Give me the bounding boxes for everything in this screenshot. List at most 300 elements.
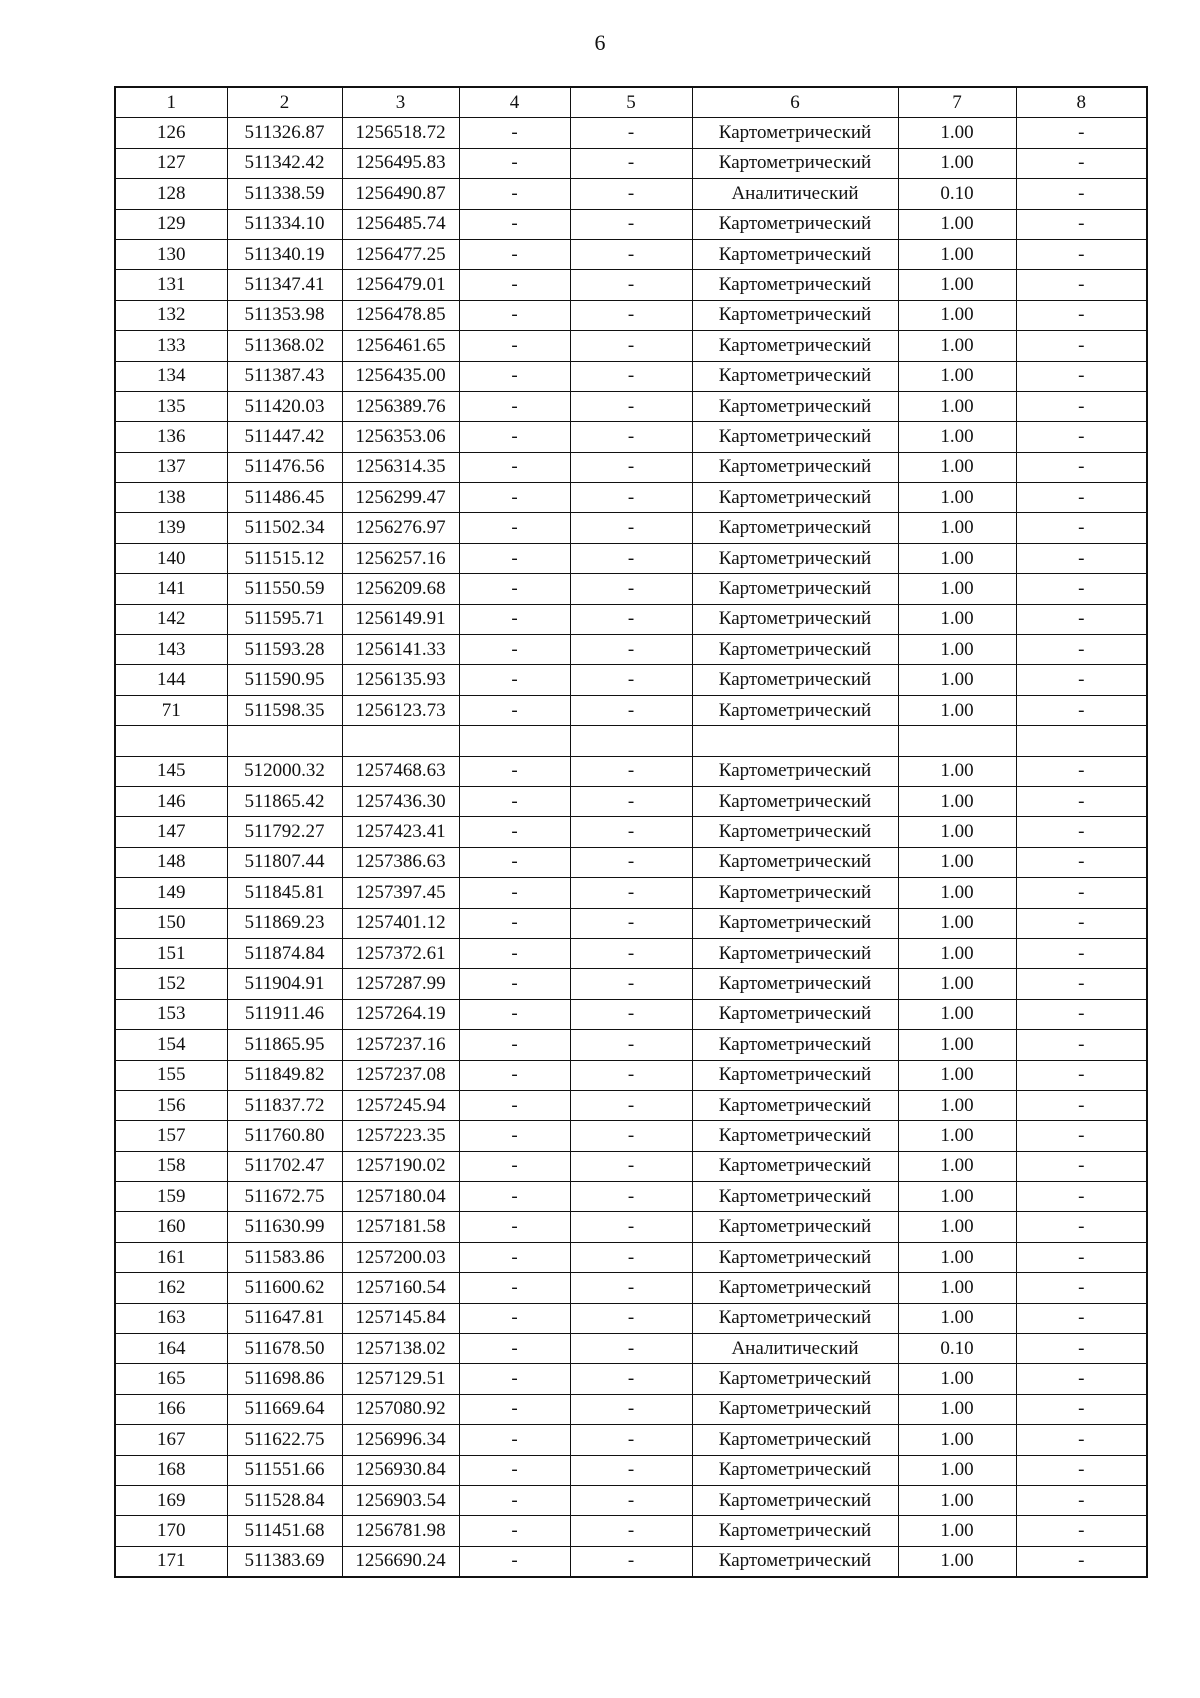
table-row bbox=[115, 1212, 1147, 1242]
table-cell: 1.00 bbox=[898, 847, 1016, 877]
table-cell: 1256209.68 bbox=[342, 574, 459, 604]
table-cell: 144 bbox=[115, 665, 227, 695]
column-header: 4 bbox=[459, 87, 570, 118]
table-cell: - bbox=[1016, 1273, 1147, 1303]
table-cell: - bbox=[1016, 1151, 1147, 1181]
table-cell: 1256930.84 bbox=[342, 1455, 459, 1485]
table-cell: - bbox=[570, 209, 692, 239]
table-cell: 161 bbox=[115, 1242, 227, 1272]
table-cell: - bbox=[459, 1242, 570, 1272]
table-cell: - bbox=[570, 331, 692, 361]
table-cell: - bbox=[1016, 209, 1147, 239]
table-header-row bbox=[115, 87, 1147, 118]
table-cell: - bbox=[1016, 361, 1147, 391]
table-cell: Картометрический bbox=[692, 938, 898, 968]
table-cell: 147 bbox=[115, 817, 227, 847]
table-cell: Картометрический bbox=[692, 1273, 898, 1303]
table-cell: 141 bbox=[115, 574, 227, 604]
table-cell: - bbox=[570, 604, 692, 634]
table-cell: 138 bbox=[115, 483, 227, 513]
table-cell: - bbox=[570, 938, 692, 968]
table-cell: - bbox=[1016, 1242, 1147, 1272]
table-cell: 150 bbox=[115, 908, 227, 938]
table-cell: 143 bbox=[115, 635, 227, 665]
table-cell: 1256996.34 bbox=[342, 1425, 459, 1455]
table-cell: - bbox=[570, 1182, 692, 1212]
table-cell: 511595.71 bbox=[227, 604, 342, 634]
page-number: 6 bbox=[594, 30, 606, 55]
table-cell: - bbox=[1016, 1425, 1147, 1455]
table-cell: 157 bbox=[115, 1121, 227, 1151]
table-cell: 1.00 bbox=[898, 118, 1016, 148]
table-cell: 511368.02 bbox=[227, 331, 342, 361]
table-cell bbox=[342, 726, 459, 756]
table-cell: - bbox=[1016, 1121, 1147, 1151]
table-cell: - bbox=[570, 695, 692, 725]
column-header: 3 bbox=[342, 87, 459, 118]
table-cell: 1256314.35 bbox=[342, 452, 459, 482]
table-row bbox=[115, 391, 1147, 421]
table-cell: 1.00 bbox=[898, 1060, 1016, 1090]
table-cell: 1257200.03 bbox=[342, 1242, 459, 1272]
table-row bbox=[115, 969, 1147, 999]
table-cell: 1.00 bbox=[898, 361, 1016, 391]
table-cell: 1256299.47 bbox=[342, 483, 459, 513]
table-cell: 140 bbox=[115, 543, 227, 573]
table-cell: 1.00 bbox=[898, 1151, 1016, 1181]
table-cell: - bbox=[570, 908, 692, 938]
table-cell: - bbox=[570, 361, 692, 391]
table-cell: 1257223.35 bbox=[342, 1121, 459, 1151]
table-cell: - bbox=[1016, 179, 1147, 209]
table-cell: 139 bbox=[115, 513, 227, 543]
table-cell: - bbox=[570, 756, 692, 786]
table-cell: 511334.10 bbox=[227, 209, 342, 239]
table-cell: - bbox=[459, 1546, 570, 1577]
table-cell: 152 bbox=[115, 969, 227, 999]
table-cell: 1257386.63 bbox=[342, 847, 459, 877]
table-cell: 511451.68 bbox=[227, 1516, 342, 1546]
table-cell: - bbox=[1016, 300, 1147, 330]
table-cell: 511837.72 bbox=[227, 1090, 342, 1120]
table-cell: 126 bbox=[115, 118, 227, 148]
table-cell: 511387.43 bbox=[227, 361, 342, 391]
table-row bbox=[115, 422, 1147, 452]
table-cell: - bbox=[1016, 604, 1147, 634]
table-body bbox=[115, 118, 1147, 1577]
table-cell: 1.00 bbox=[898, 331, 1016, 361]
table-row bbox=[115, 695, 1147, 725]
table-cell: - bbox=[570, 1212, 692, 1242]
table-row bbox=[115, 1030, 1147, 1060]
table-cell: - bbox=[570, 391, 692, 421]
table-cell: 1.00 bbox=[898, 483, 1016, 513]
table-row bbox=[115, 148, 1147, 178]
table-cell: 1.00 bbox=[898, 695, 1016, 725]
table-cell: - bbox=[570, 270, 692, 300]
table-cell: - bbox=[570, 300, 692, 330]
table-row bbox=[115, 543, 1147, 573]
table-cell: - bbox=[459, 331, 570, 361]
table-cell: 511420.03 bbox=[227, 391, 342, 421]
table-cell: - bbox=[459, 270, 570, 300]
table-cell: - bbox=[570, 1090, 692, 1120]
table-cell: - bbox=[459, 1334, 570, 1364]
table-cell: 145 bbox=[115, 756, 227, 786]
table-row bbox=[115, 452, 1147, 482]
table-cell: 142 bbox=[115, 604, 227, 634]
table-cell: - bbox=[1016, 270, 1147, 300]
table-row bbox=[115, 1151, 1147, 1181]
table-cell: 511550.59 bbox=[227, 574, 342, 604]
table-cell: Картометрический bbox=[692, 695, 898, 725]
table-cell: 1.00 bbox=[898, 604, 1016, 634]
table-cell: - bbox=[570, 1273, 692, 1303]
table-cell: - bbox=[459, 422, 570, 452]
table-cell: 0.10 bbox=[898, 179, 1016, 209]
table-cell: 511911.46 bbox=[227, 999, 342, 1029]
table-cell: 1257160.54 bbox=[342, 1273, 459, 1303]
table-cell: Картометрический bbox=[692, 665, 898, 695]
table-cell: Картометрический bbox=[692, 1516, 898, 1546]
table-cell: - bbox=[1016, 1334, 1147, 1364]
column-header: 2 bbox=[227, 87, 342, 118]
table-cell: 1257245.94 bbox=[342, 1090, 459, 1120]
table-cell: 1.00 bbox=[898, 270, 1016, 300]
table-cell: - bbox=[459, 1121, 570, 1151]
table-cell: 1257237.08 bbox=[342, 1060, 459, 1090]
table-row bbox=[115, 604, 1147, 634]
table-cell: 511698.86 bbox=[227, 1364, 342, 1394]
table-row bbox=[115, 1455, 1147, 1485]
table-cell: 160 bbox=[115, 1212, 227, 1242]
table-row bbox=[115, 999, 1147, 1029]
table-cell: Картометрический bbox=[692, 148, 898, 178]
table-cell: - bbox=[1016, 239, 1147, 269]
table-cell: - bbox=[459, 1516, 570, 1546]
table-cell: 1.00 bbox=[898, 756, 1016, 786]
table-cell: - bbox=[1016, 483, 1147, 513]
table-cell: 511702.47 bbox=[227, 1151, 342, 1181]
table-cell: 1.00 bbox=[898, 1121, 1016, 1151]
table-cell: 511528.84 bbox=[227, 1485, 342, 1515]
table-cell: - bbox=[570, 543, 692, 573]
table-cell bbox=[459, 726, 570, 756]
table-cell: 511353.98 bbox=[227, 300, 342, 330]
table-cell: Картометрический bbox=[692, 513, 898, 543]
table-cell: 1257436.30 bbox=[342, 786, 459, 816]
table-cell: 1256477.25 bbox=[342, 239, 459, 269]
table-cell: - bbox=[1016, 1364, 1147, 1394]
table-cell: 511515.12 bbox=[227, 543, 342, 573]
table-cell: 1256781.98 bbox=[342, 1516, 459, 1546]
table-cell: - bbox=[570, 786, 692, 816]
table-cell: Картометрический bbox=[692, 1060, 898, 1090]
table-cell: 1256490.87 bbox=[342, 179, 459, 209]
table-cell: - bbox=[459, 1364, 570, 1394]
table-cell: 511672.75 bbox=[227, 1182, 342, 1212]
table-row bbox=[115, 300, 1147, 330]
table-cell: - bbox=[570, 574, 692, 604]
table-cell: 511849.82 bbox=[227, 1060, 342, 1090]
table-cell: - bbox=[1016, 1060, 1147, 1090]
table-cell: - bbox=[459, 179, 570, 209]
table-cell: 171 bbox=[115, 1546, 227, 1577]
table-row bbox=[115, 209, 1147, 239]
table-cell: - bbox=[570, 1455, 692, 1485]
table-cell: 1257401.12 bbox=[342, 908, 459, 938]
table-cell: - bbox=[570, 1242, 692, 1272]
table-cell: - bbox=[1016, 1455, 1147, 1485]
table-cell: - bbox=[1016, 1516, 1147, 1546]
table-cell: 1.00 bbox=[898, 1394, 1016, 1424]
table-cell: 1257237.16 bbox=[342, 1030, 459, 1060]
table-cell: 137 bbox=[115, 452, 227, 482]
table-cell: - bbox=[1016, 999, 1147, 1029]
table-cell: 1.00 bbox=[898, 391, 1016, 421]
table-cell: 1256690.24 bbox=[342, 1546, 459, 1577]
table-cell: - bbox=[459, 938, 570, 968]
table-cell: 1.00 bbox=[898, 1182, 1016, 1212]
table-row bbox=[115, 483, 1147, 513]
table-cell: 1.00 bbox=[898, 239, 1016, 269]
table-cell: - bbox=[459, 1030, 570, 1060]
table-cell: - bbox=[1016, 1546, 1147, 1577]
table-cell: 511904.91 bbox=[227, 969, 342, 999]
table-cell: 1.00 bbox=[898, 1364, 1016, 1394]
table-cell: - bbox=[459, 1394, 570, 1424]
table-row bbox=[115, 1242, 1147, 1272]
table-cell: 511383.69 bbox=[227, 1546, 342, 1577]
table-cell: 511874.84 bbox=[227, 938, 342, 968]
table-cell: 1.00 bbox=[898, 1303, 1016, 1333]
table-cell: - bbox=[459, 695, 570, 725]
table-cell: - bbox=[459, 361, 570, 391]
table-cell: 1.00 bbox=[898, 1516, 1016, 1546]
table-cell: 511486.45 bbox=[227, 483, 342, 513]
table-cell: Картометрический bbox=[692, 786, 898, 816]
table-cell: 511326.87 bbox=[227, 118, 342, 148]
table-cell: - bbox=[459, 1182, 570, 1212]
table-cell: 511347.41 bbox=[227, 270, 342, 300]
table-cell: 158 bbox=[115, 1151, 227, 1181]
table-cell: 1257181.58 bbox=[342, 1212, 459, 1242]
table-cell: 1.00 bbox=[898, 1242, 1016, 1272]
table-cell: - bbox=[1016, 908, 1147, 938]
table-cell: - bbox=[459, 1151, 570, 1181]
table-cell: Картометрический bbox=[692, 999, 898, 1029]
table-cell: 1256479.01 bbox=[342, 270, 459, 300]
table-cell: - bbox=[570, 1485, 692, 1515]
table-row bbox=[115, 1394, 1147, 1424]
table-row bbox=[115, 726, 1147, 756]
table-cell: 511630.99 bbox=[227, 1212, 342, 1242]
table-cell: 1.00 bbox=[898, 1273, 1016, 1303]
table-row bbox=[115, 1182, 1147, 1212]
table-cell: Картометрический bbox=[692, 1303, 898, 1333]
table-cell: 1256478.85 bbox=[342, 300, 459, 330]
table-cell: Картометрический bbox=[692, 391, 898, 421]
table-cell: 1.00 bbox=[898, 543, 1016, 573]
table-cell: 1256135.93 bbox=[342, 665, 459, 695]
table-cell: 1.00 bbox=[898, 452, 1016, 482]
table-cell: Аналитический bbox=[692, 1334, 898, 1364]
table-cell: 1257180.04 bbox=[342, 1182, 459, 1212]
table-cell: 132 bbox=[115, 300, 227, 330]
table-cell: - bbox=[459, 118, 570, 148]
table-cell: 1.00 bbox=[898, 300, 1016, 330]
table-row bbox=[115, 817, 1147, 847]
table-cell: 511647.81 bbox=[227, 1303, 342, 1333]
table-cell: - bbox=[1016, 422, 1147, 452]
table-cell: 1.00 bbox=[898, 969, 1016, 999]
table-cell: - bbox=[1016, 1394, 1147, 1424]
table-cell: 159 bbox=[115, 1182, 227, 1212]
table-cell: - bbox=[459, 1455, 570, 1485]
table-cell: - bbox=[1016, 118, 1147, 148]
table-cell: - bbox=[459, 817, 570, 847]
coordinates-table bbox=[114, 86, 1148, 1578]
table-cell: - bbox=[1016, 1303, 1147, 1333]
table-row bbox=[115, 331, 1147, 361]
table-cell: 169 bbox=[115, 1485, 227, 1515]
table-cell: 511760.80 bbox=[227, 1121, 342, 1151]
table-cell: 156 bbox=[115, 1090, 227, 1120]
table-row bbox=[115, 574, 1147, 604]
table-row bbox=[115, 1060, 1147, 1090]
table-cell: 1256461.65 bbox=[342, 331, 459, 361]
table-cell: 71 bbox=[115, 695, 227, 725]
table-cell: 511598.35 bbox=[227, 695, 342, 725]
table-cell: - bbox=[459, 391, 570, 421]
table-cell: 511502.34 bbox=[227, 513, 342, 543]
table-cell: Картометрический bbox=[692, 209, 898, 239]
table-cell: - bbox=[459, 513, 570, 543]
table-cell: Картометрический bbox=[692, 847, 898, 877]
table-cell: 162 bbox=[115, 1273, 227, 1303]
table-cell: - bbox=[570, 239, 692, 269]
table-cell: - bbox=[459, 665, 570, 695]
table-cell: - bbox=[459, 1425, 570, 1455]
table-cell: - bbox=[570, 1425, 692, 1455]
table-row bbox=[115, 1334, 1147, 1364]
table-cell: 1.00 bbox=[898, 908, 1016, 938]
table-cell: 1.00 bbox=[898, 817, 1016, 847]
table-cell: - bbox=[570, 665, 692, 695]
table-cell: - bbox=[459, 878, 570, 908]
table-row bbox=[115, 513, 1147, 543]
table-cell: - bbox=[1016, 847, 1147, 877]
table-cell: Картометрический bbox=[692, 270, 898, 300]
table-cell: Картометрический bbox=[692, 574, 898, 604]
table-cell: 512000.32 bbox=[227, 756, 342, 786]
table-cell: 134 bbox=[115, 361, 227, 391]
table-cell: 1257372.61 bbox=[342, 938, 459, 968]
table-row bbox=[115, 786, 1147, 816]
table-cell: 1257145.84 bbox=[342, 1303, 459, 1333]
table-cell: Картометрический bbox=[692, 756, 898, 786]
table-cell: 1256495.83 bbox=[342, 148, 459, 178]
table-cell: Картометрический bbox=[692, 635, 898, 665]
table-cell: - bbox=[570, 1364, 692, 1394]
table-cell: - bbox=[1016, 756, 1147, 786]
table-cell: 1.00 bbox=[898, 422, 1016, 452]
table-cell: 155 bbox=[115, 1060, 227, 1090]
table-cell: Картометрический bbox=[692, 331, 898, 361]
table-row bbox=[115, 665, 1147, 695]
table-cell: 1256141.33 bbox=[342, 635, 459, 665]
table-cell: 1.00 bbox=[898, 513, 1016, 543]
table-cell: 1.00 bbox=[898, 1485, 1016, 1515]
table-cell: - bbox=[1016, 1212, 1147, 1242]
table-cell: 130 bbox=[115, 239, 227, 269]
table-cell: 1.00 bbox=[898, 878, 1016, 908]
column-header: 7 bbox=[898, 87, 1016, 118]
table-cell: Картометрический bbox=[692, 1364, 898, 1394]
table-cell: 511807.44 bbox=[227, 847, 342, 877]
table-cell: 136 bbox=[115, 422, 227, 452]
table-cell: 1.00 bbox=[898, 1425, 1016, 1455]
table-cell: 163 bbox=[115, 1303, 227, 1333]
table-cell: - bbox=[570, 1060, 692, 1090]
table-row bbox=[115, 938, 1147, 968]
table-cell: Аналитический bbox=[692, 179, 898, 209]
table-cell: - bbox=[570, 452, 692, 482]
table-cell: 1256903.54 bbox=[342, 1485, 459, 1515]
table-cell: - bbox=[570, 969, 692, 999]
table-cell: - bbox=[1016, 1030, 1147, 1060]
table-row bbox=[115, 1516, 1147, 1546]
table-cell: 168 bbox=[115, 1455, 227, 1485]
table-cell: - bbox=[570, 635, 692, 665]
table-cell: 1.00 bbox=[898, 1030, 1016, 1060]
table-cell: Картометрический bbox=[692, 361, 898, 391]
table-cell: Картометрический bbox=[692, 1394, 898, 1424]
table-cell: 511593.28 bbox=[227, 635, 342, 665]
table-row bbox=[115, 847, 1147, 877]
table-cell: Картометрический bbox=[692, 1151, 898, 1181]
table-cell: 511792.27 bbox=[227, 817, 342, 847]
table-cell: - bbox=[459, 786, 570, 816]
table-cell: Картометрический bbox=[692, 118, 898, 148]
table-cell: - bbox=[459, 908, 570, 938]
table-cell: 1.00 bbox=[898, 148, 1016, 178]
table-cell: Картометрический bbox=[692, 483, 898, 513]
table-cell: 1.00 bbox=[898, 786, 1016, 816]
table-cell: - bbox=[459, 452, 570, 482]
table-row bbox=[115, 361, 1147, 391]
table-cell: 1256257.16 bbox=[342, 543, 459, 573]
table-cell: 131 bbox=[115, 270, 227, 300]
table-cell: 511669.64 bbox=[227, 1394, 342, 1424]
table-cell: 1256353.06 bbox=[342, 422, 459, 452]
table-cell: - bbox=[570, 847, 692, 877]
table-cell: 511583.86 bbox=[227, 1242, 342, 1272]
table-cell: - bbox=[570, 1303, 692, 1333]
table-cell: 1.00 bbox=[898, 999, 1016, 1029]
table-row bbox=[115, 908, 1147, 938]
table-cell: - bbox=[459, 574, 570, 604]
table-cell: - bbox=[459, 1060, 570, 1090]
table-cell: Картометрический bbox=[692, 1030, 898, 1060]
table-cell: 1256149.91 bbox=[342, 604, 459, 634]
table-cell: - bbox=[459, 543, 570, 573]
table-row bbox=[115, 756, 1147, 786]
table-cell: - bbox=[459, 756, 570, 786]
table-cell bbox=[1016, 726, 1147, 756]
table-cell: 0.10 bbox=[898, 1334, 1016, 1364]
table-cell bbox=[692, 726, 898, 756]
